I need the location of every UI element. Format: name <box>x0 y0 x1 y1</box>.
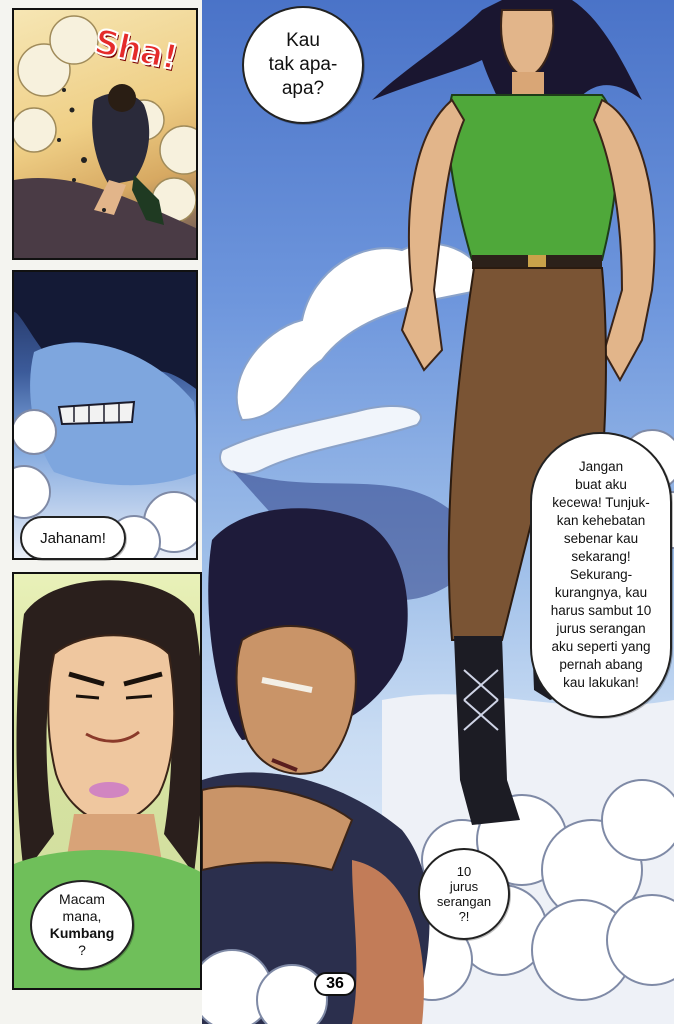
bubble-text-name: Kumbang <box>49 925 115 941</box>
speech-bubble-10-jurus-serangan <box>418 848 510 940</box>
bubble-text-question: ? <box>78 942 86 958</box>
bubble-text: 10 jurus serangan ?! <box>436 864 492 924</box>
chin-mark <box>89 782 129 798</box>
bubble-text: Jangan buat aku kecewa! Tunjuk- kan kehebatan sebenar kau sekarang! Sekurang- kurangnya, kau harus sambut 10 jurus serangan aku seperti yang pernah abang kau lakukan! <box>550 459 652 690</box>
bubble-text: Kau tak apa- apa? <box>268 30 338 99</box>
speech-bubble-macam-mana-kumbang <box>30 880 134 970</box>
bubble-text-group <box>50 891 115 959</box>
speech-bubble-jangan-buat-aku-kecewa <box>530 432 672 718</box>
grinning-teeth <box>59 402 134 424</box>
fighter-head <box>108 84 136 112</box>
sfx-sha-text: Sha! <box>90 21 181 79</box>
speech-bubble-jahanam <box>20 516 126 560</box>
smoke-trail <box>220 244 483 474</box>
bubble-text: Macam mana, <box>59 891 105 924</box>
page-number: 36 <box>314 972 356 996</box>
bubble-text: Jahanam! <box>40 529 106 547</box>
speech-bubble-kau-tak-apa-apa <box>242 6 364 124</box>
